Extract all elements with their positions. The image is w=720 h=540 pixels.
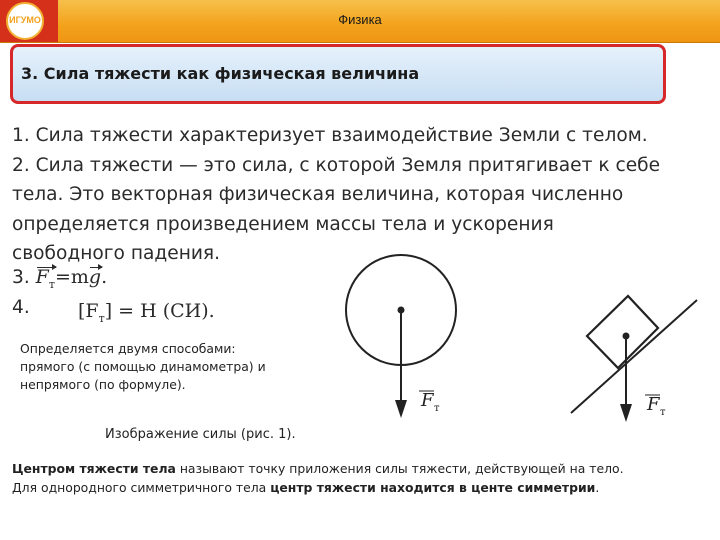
header-bar: [0, 0, 720, 43]
force-label-incline-sub: т: [660, 407, 666, 418]
footer-line-2: [12, 478, 712, 497]
methods-text: [20, 340, 320, 394]
text-line: прямого (с помощью динамометра) и: [20, 359, 266, 374]
equals-mass: =m: [54, 266, 89, 288]
section-title: 3. Сила тяжести как физическая величина: [21, 64, 420, 83]
footer-text-span: .: [595, 480, 600, 495]
acceleration-symbol: g: [88, 266, 102, 288]
main-text: [12, 121, 702, 269]
formula-dot: .: [101, 266, 108, 288]
text-line: Определяется двумя способами:: [20, 341, 236, 356]
gravity-arrowhead: [395, 400, 407, 418]
force-label: F: [421, 390, 434, 411]
inclined-plane: [571, 300, 697, 413]
units-subscript: т: [98, 311, 105, 325]
force-label-incline: F: [647, 394, 660, 415]
section-title-box: [10, 44, 666, 104]
force-diagram: [335, 248, 705, 428]
term-center-of-gravity: Центром тяжести тела: [12, 461, 176, 476]
text-line: 1. Сила тяжести характеризует взаимодействие Земли с телом.: [12, 125, 648, 146]
logo-text: ИГУМО: [9, 15, 41, 25]
force-label-sub: т: [434, 403, 440, 414]
formula-units: [78, 300, 215, 325]
text-line: свободного падения.: [12, 243, 221, 264]
text-line: непрямого (по формуле).: [20, 377, 186, 392]
footer-line-1: [12, 459, 712, 478]
gravity-arrowhead-incline: [620, 404, 632, 422]
footer-text-span: Для однородного симметричного тела: [12, 480, 271, 495]
block-on-plane: [587, 296, 658, 368]
units-rhs: ] = Н (СИ).: [104, 300, 215, 322]
force-figure: [335, 248, 705, 428]
slide-header-title: Физика: [338, 12, 382, 27]
text-line: тела. Это векторная физическая величина, которая численно: [12, 184, 624, 205]
footer-text-span: называют точку приложения силы тяжести, действующей на тело.: [175, 461, 624, 476]
text-line: определяется произведением массы тела и ускорения: [12, 213, 554, 235]
acceleration-vector-symbol: [89, 266, 101, 288]
force-symbol: F: [35, 266, 49, 288]
item-number: 3.: [12, 267, 30, 288]
units-lhs: [F: [78, 300, 99, 322]
formula-gravity: [12, 266, 107, 291]
formula-expression: [35, 266, 108, 291]
footer-text: [12, 459, 712, 497]
force-subscript: т: [48, 277, 55, 291]
term-symmetry-center: центр тяжести находится в центе симметрии: [270, 480, 596, 495]
force-vector-symbol: [36, 266, 55, 291]
figure-caption: Изображение силы (рис. 1).: [105, 427, 296, 442]
text-line: 2. Сила тяжести — это сила, с которой Земля притягивает к себе: [12, 154, 661, 176]
item-number: 4.: [12, 297, 30, 318]
